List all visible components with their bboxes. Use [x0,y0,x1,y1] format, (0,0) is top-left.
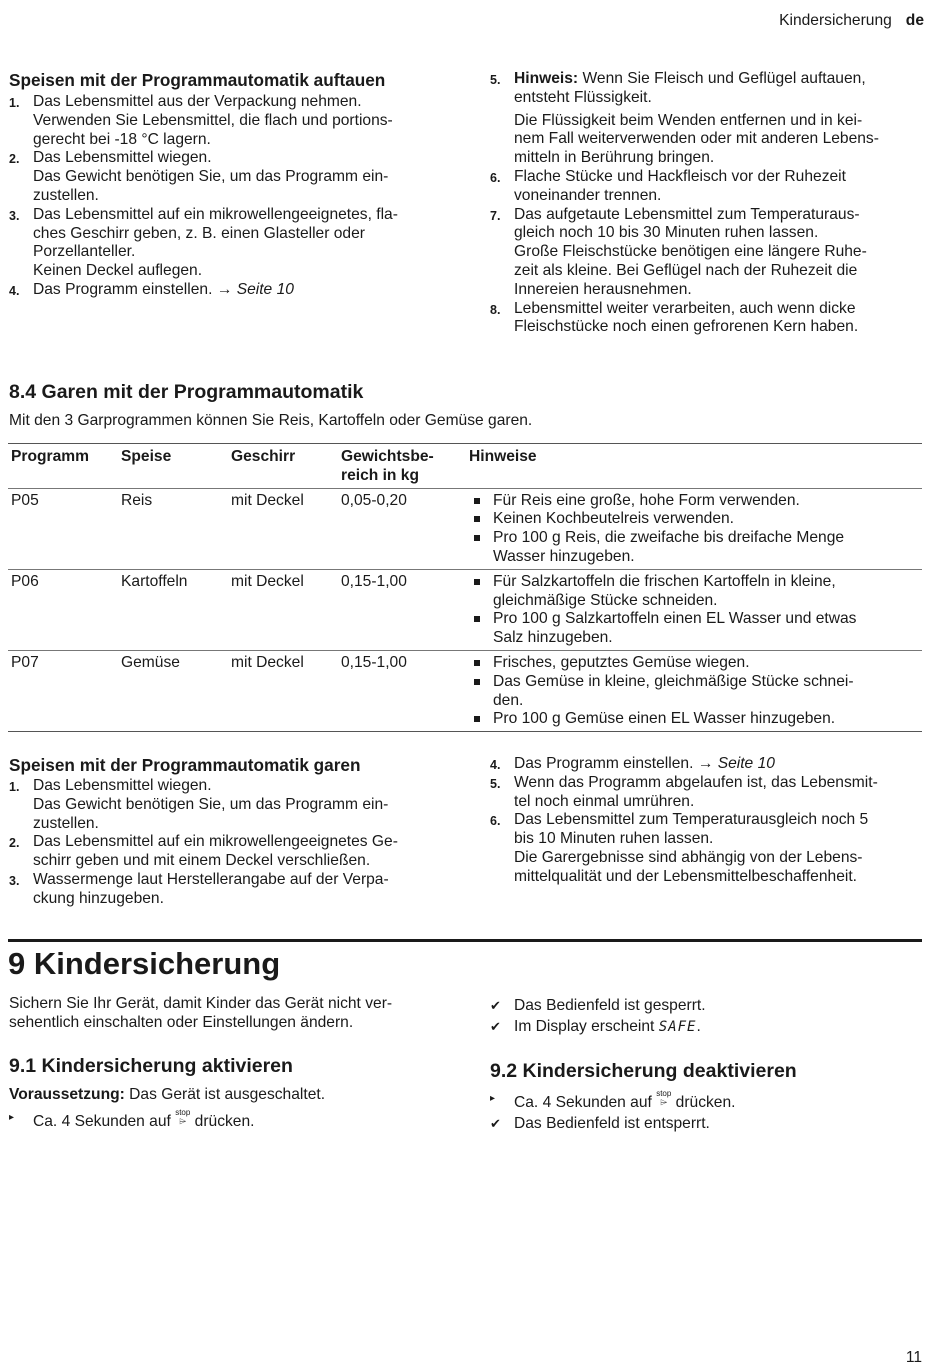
chapter-9-heading: 9 Kindersicherung [8,946,281,981]
step-line: bis 10 Minuten ruhen lassen. [514,830,714,848]
prerequisite-text: Das Gerät ist ausgeschaltet. [129,1086,326,1103]
step-number: 6. [490,170,501,185]
step-line: Das Lebensmittel aus der Verpackung nehmen. [33,93,362,110]
cell-notes [466,569,922,650]
cook-step-2 [9,833,449,871]
action-text: drücken. [194,1113,255,1130]
step-line: Große Fleischstücke benötigen eine längere Ruhe- [514,243,867,261]
table-row [8,569,922,650]
check-icon: ✔ [490,998,501,1013]
stop-button-icon[interactable] [656,1090,671,1106]
section-8-4-intro: Mit den 3 Garprogrammen können Sie Reis, Kartoffeln oder Gemüse garen. [9,412,533,429]
cell-dish: mit Deckel [228,488,338,569]
program-table [8,443,922,732]
step-line: Das aufgetaute Lebensmittel zum Temperaturaus- [514,205,860,223]
list-item: ✔ Im Display erscheint SAFE. [490,1017,701,1035]
step-line: Die Flüssigkeit beim Wenden entfernen und in kei- [514,111,863,129]
step-line: Das Lebensmittel zum Temperaturausgleich noch 5 [514,811,869,829]
step-line: voneinander trennen. [514,186,662,204]
step-number: 1. [9,780,20,794]
result-text: Im Display erscheint [514,1017,655,1035]
step-line: Das Lebensmittel wiegen. [33,149,212,167]
stop-button-label: stop [656,1089,672,1098]
list-item [490,997,930,1016]
thaw-step-2 [9,149,449,205]
step-line: gleich noch 10 bis 30 Minuten ruhen lassen. [514,224,819,242]
step-number: 3. [9,208,20,223]
list-item: Frisches, geputztes Gemüse wiegen. [469,654,922,673]
step-number: 8. [490,302,501,317]
page-reference-link[interactable]: Seite 10 [236,280,294,298]
list-item: Pro 100 g Salzkartoffeln einen EL Wasser und etwas Salz hinzugeben. [469,610,922,648]
step-number: 4. [9,283,20,298]
step-line: zeit als kleine. Bei Geflügel nach der Ruhezeit die [514,261,858,279]
step-line: gerecht bei -18 °C lagern. [33,130,211,148]
cell-weight-range: 0,05-0,20 [338,488,466,569]
cell-program: P06 [8,569,118,650]
step-line: Keinen Deckel auflegen. [33,262,203,280]
stop-symbol: ⌲ [179,1116,187,1126]
cell-food: Gemüse [118,650,228,731]
page-reference-link[interactable]: Seite 10 [717,755,775,772]
list-item [9,1109,449,1132]
arrow-right-icon: → [697,755,714,772]
cell-weight-range: 0,15-1,00 [338,650,466,731]
cell-weight-range: 0,15-1,00 [338,569,466,650]
thaw-step-3 [9,206,449,281]
section-8-4-heading: 8.4 Garen mit der Programmautomatik [9,381,364,403]
step-number: 6. [490,814,501,829]
step-number: 4. [490,758,501,772]
cook-step-3 [9,871,449,909]
step-line: Wenn das Programm abgelaufen ist, das Lebensmit- [514,773,878,791]
stop-button-label: stop [175,1108,191,1117]
cell-dish: mit Deckel [228,650,338,731]
step-text: Das Programm einstellen. [514,755,694,772]
step-line: Flache Stücke und Hackfleisch vor der Ruhezeit [514,167,846,185]
col-header-notes: Hinweise [466,444,922,489]
col-header-food: Speise [118,444,228,489]
result-text: Das Bedienfeld ist gesperrt. [514,997,706,1014]
step-number: 7. [490,208,501,223]
cell-dish: mit Deckel [228,569,338,650]
col-header-program: Programm [8,444,118,489]
prerequisite-label: Voraussetzung: [9,1086,125,1103]
stop-symbol: ⌲ [660,1097,668,1107]
step-line: Wenn Sie Fleisch und Geflügel auftauen, [582,70,866,87]
step-line: Das Lebensmittel wiegen. [33,777,212,794]
step-line: Das Gewicht benötigen Sie, um das Programm ein- [33,168,389,186]
notes-list [469,573,922,648]
stop-button-icon[interactable] [175,1109,190,1125]
triangle-bullet-icon: ▸ [9,1112,15,1123]
list-item: Pro 100 g Gemüse einen EL Wasser hinzugeben. [469,710,922,729]
thaw-step-6 [490,168,930,206]
action-text: Ca. 4 Sekunden auf [514,1094,652,1111]
triangle-bullet-icon: ▸ [490,1093,496,1104]
step-line: Porzellanteller. [33,243,136,261]
step-number: 5. [490,73,501,87]
thaw-title: Speisen mit der Programmautomatik auftauen [9,70,386,90]
activate-steps [9,1109,449,1132]
chapter-divider [8,939,922,942]
cook-step-6 [490,811,930,886]
cook-steps-continued [490,755,930,887]
step-line: mittelqualität und der Lebensmittelbeschaffenheit. [514,867,857,885]
list-item: Das Gemüse in kleine, gleichmäßige Stücke schnei- den. [469,673,922,711]
col-header-dish: Geschirr [228,444,338,489]
step-line: entsteht Flüssigkeit. [514,88,652,106]
step-number: 2. [9,836,20,851]
running-header [779,12,924,31]
step-line: Innereien herausnehmen. [514,280,692,298]
intro-line: sehentlich einschalten oder Einstellungen ändern. [9,1013,354,1031]
step-line: Wassermenge laut Herstellerangabe auf der Verpa- [33,870,389,888]
section-9-2-heading: 9.2 Kindersicherung deaktivieren [490,1060,797,1082]
page-number: 11 [905,1349,922,1366]
step-line: Das Gewicht benötigen Sie, um das Programm ein- [33,795,389,813]
check-icon: ✔ [490,1115,501,1131]
step-line: Die Garergebnisse sind abhängig von der Lebens- [514,848,863,866]
table-row [8,650,922,731]
thaw-left-column [9,70,449,300]
step-line: Das Lebensmittel auf ein mikrowellengeeignetes, fla- [33,205,398,223]
check-icon: ✔ [490,1018,501,1034]
table-row [8,488,922,569]
cell-program: P05 [8,488,118,569]
list-item [490,1115,930,1134]
cell-food: Kartoffeln [118,569,228,650]
step-line: Verwenden Sie Lebensmittel, die flach und portions- [33,111,393,129]
thaw-step-8 [490,300,930,338]
section-9-1-heading: 9.1 Kindersicherung aktivieren [9,1055,293,1077]
step-line: tel noch einmal umrühren. [514,792,695,810]
step-line: zustellen. [33,814,99,832]
step-line: Fleischstücke noch einen gefrorenen Kern haben. [514,318,859,336]
chapter-9-intro [9,995,459,1033]
lock-result-list [490,997,930,1037]
notes-list [469,654,922,729]
step-number: 5. [490,776,501,791]
cell-program: P07 [8,650,118,731]
list-item: Für Salzkartoffeln die frischen Kartoffeln in kleine, gleichmäßige Stücke schneiden. [469,573,922,611]
list-item: Keinen Kochbeutelreis verwenden. [469,510,922,529]
thaw-step-4 [9,281,449,300]
thaw-step-5 [490,70,930,168]
result-text: Das Bedienfeld ist entsperrt. [514,1114,710,1132]
header-section: Kindersicherung [779,12,892,29]
step-text: Das Programm einstellen. [33,280,213,298]
note-label: Hinweis: [514,70,579,87]
header-language: de [905,12,924,29]
step-line: zustellen. [33,186,99,204]
thaw-step-1 [9,93,449,149]
prerequisite [9,1086,325,1105]
thaw-step-7 [490,206,930,300]
cook-step-5 [490,774,930,812]
col-header-weight-range: Gewichtsbe- reich in kg [338,444,466,489]
action-text: drücken. [675,1094,736,1111]
program-table-wrapper [8,443,922,732]
step-line: schirr geben und mit einem Deckel verschließen. [33,852,371,870]
step-number: 1. [9,96,20,110]
arrow-right-icon: → [216,280,233,298]
notes-list [469,492,922,567]
step-number: 2. [9,152,20,167]
list-item: Pro 100 g Reis, die zweifache bis dreifache Menge Wasser hinzugeben. [469,529,922,567]
step-line: nem Fall weiterverwenden oder mit anderen Lebens- [514,130,879,148]
thaw-steps-continued [490,70,930,337]
list-item [490,1090,930,1113]
cook-steps [9,777,449,909]
cook-right-column [490,755,930,887]
cook-title: Speisen mit der Programmautomatik garen [9,755,361,775]
action-text: Ca. 4 Sekunden auf [33,1113,171,1130]
thaw-right-column [490,70,930,337]
list-item: Für Reis eine große, hohe Form verwenden. [469,492,922,511]
cell-food: Reis [118,488,228,569]
step-line: mitteln in Berührung bringen. [514,149,715,167]
cook-step-1 [9,777,449,833]
step-line: ches Geschirr geben, z. B. einen Glasteller oder [33,224,365,242]
display-safe-text: SAFE [658,1018,697,1035]
cook-left-column [9,755,449,909]
thaw-steps [9,93,449,300]
cell-notes [466,488,922,569]
intro-line: Sichern Sie Ihr Gerät, damit Kinder das Gerät nicht ver- [9,995,393,1012]
step-line: ckung hinzugeben. [33,889,164,907]
cell-notes [466,650,922,731]
deactivate-steps [490,1090,930,1134]
cook-step-4 [490,755,930,774]
step-number: 3. [9,873,20,888]
step-line: Das Lebensmittel auf ein mikrowellengeeignetes Ge- [33,833,398,851]
step-line: Lebensmittel weiter verarbeiten, auch wenn dicke [514,299,856,317]
table-header-row [8,444,922,489]
